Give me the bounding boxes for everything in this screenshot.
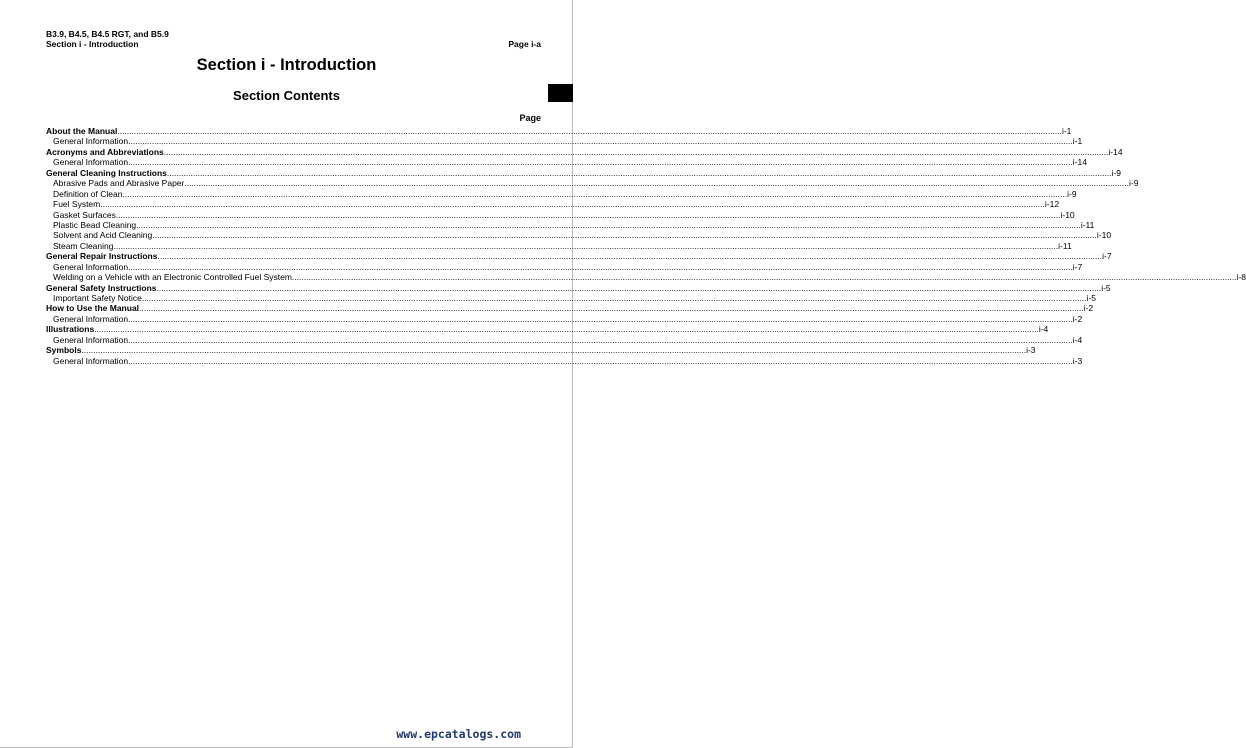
toc-entry-label: Solvent and Acid Cleaning xyxy=(53,230,153,241)
toc-entry-label: General Information xyxy=(53,334,129,345)
toc-subentry[interactable] xyxy=(46,334,1083,345)
toc-entry-page: i-10 xyxy=(1096,230,1112,241)
toc-dot-leader: ................................................................................................................................................................................................................................................................................................................................................................................................................ xyxy=(128,313,1073,324)
toc-entry-page: i-8 xyxy=(1236,272,1246,283)
toc-subentry[interactable] xyxy=(46,219,1095,230)
header-models: B3.9, B4.5, B4.5 RGT, and B5.9 xyxy=(46,29,169,39)
toc-entry-label: Plastic Bead Cleaning xyxy=(53,219,137,230)
toc-entry-label: Acronyms and Abbreviations xyxy=(46,146,164,157)
toc-dot-leader: ................................................................................................................................................................................................................................................................................................................................................................................................................ xyxy=(128,157,1073,168)
toc-entry-label: Illustrations xyxy=(46,324,95,335)
watermark: www.epcatalogs.com xyxy=(396,727,521,741)
page-title: Section i - Introduction xyxy=(196,56,377,74)
toc-entry-label: Welding on a Vehicle with an Electronic Controlled Fuel System xyxy=(53,272,292,283)
toc-entry-label: Symbols xyxy=(46,345,82,356)
header-page-number: Page i-a xyxy=(508,39,541,49)
toc-entry-label: General Information xyxy=(53,157,129,168)
toc-entry-page: i-1 xyxy=(1061,126,1072,136)
toc-dot-leader: ................................................................................................................................................................................................................................................................................................................................................................................................................ xyxy=(117,126,1062,136)
toc-subentry[interactable] xyxy=(46,136,1083,147)
toc-dot-leader: ................................................................................................................................................................................................................................................................................................................................................................................................................ xyxy=(128,136,1073,147)
toc-section-entry[interactable] xyxy=(46,126,1072,136)
toc-dot-leader: ................................................................................................................................................................................................................................................................................................................................................................................................................ xyxy=(156,282,1102,293)
toc-entry-page: i-7 xyxy=(1072,261,1083,272)
toc-entry-label: General Safety Instructions xyxy=(46,282,157,293)
toc-section-entry[interactable] xyxy=(46,251,1112,262)
toc-dot-leader: ................................................................................................................................................................................................................................................................................................................................................................................................................ xyxy=(152,230,1097,241)
toc-subentry[interactable] xyxy=(46,293,1096,303)
toc-subentry[interactable] xyxy=(46,313,1083,324)
toc-entry-page: i-2 xyxy=(1072,313,1083,324)
toc-subentry[interactable] xyxy=(46,188,1077,199)
toc-entry-page: i-4 xyxy=(1072,334,1083,345)
toc-section-entry[interactable] xyxy=(46,324,1049,335)
toc-entry-page: i-9 xyxy=(1067,188,1077,199)
toc-dot-leader: ................................................................................................................................................................................................................................................................................................................................................................................................................ xyxy=(166,167,1112,178)
toc-entry-page: i-9 xyxy=(1111,167,1122,178)
toc-entry-page: i-7 xyxy=(1102,251,1112,262)
toc-entry-page: i-5 xyxy=(1101,282,1111,293)
toc-dot-leader: ................................................................................................................................................................................................................................................................................................................................................................................................................ xyxy=(128,261,1073,272)
toc-dot-leader: ................................................................................................................................................................................................................................................................................................................................................................................................................ xyxy=(81,345,1027,356)
toc-section-entry[interactable] xyxy=(46,146,1123,157)
toc-subentry[interactable] xyxy=(46,261,1083,272)
toc-dot-leader: ................................................................................................................................................................................................................................................................................................................................................................................................................ xyxy=(128,355,1073,366)
toc-dot-leader: ................................................................................................................................................................................................................................................................................................................................................................................................................ xyxy=(136,219,1081,230)
toc-entry-label: Steam Cleaning xyxy=(53,240,114,251)
toc-entry-label: Fuel System xyxy=(53,199,101,210)
toc-entry-label: General Cleaning Instructions xyxy=(46,167,167,178)
toc-dot-leader: ................................................................................................................................................................................................................................................................................................................................................................................................................ xyxy=(184,178,1129,189)
toc-dot-leader: ................................................................................................................................................................................................................................................................................................................................................................................................................ xyxy=(122,188,1068,199)
toc-entry-label: General Information xyxy=(53,313,129,324)
toc-entry-label: General Information xyxy=(53,261,129,272)
toc-entry-page: i-9 xyxy=(1129,178,1139,189)
table-of-contents xyxy=(46,126,1246,366)
toc-entry-label: Important Safety Notice xyxy=(53,293,142,303)
toc-subentry[interactable] xyxy=(46,209,1075,220)
toc-dot-leader: ................................................................................................................................................................................................................................................................................................................................................................................................................ xyxy=(163,146,1109,157)
toc-entry-label: Definition of Clean xyxy=(53,188,123,199)
toc-entry-page: i-12 xyxy=(1044,199,1060,210)
page-column-label: Page xyxy=(519,113,541,123)
toc-entry-label: Gasket Surfaces xyxy=(53,209,116,220)
toc-entry-page: i-14 xyxy=(1072,157,1087,168)
toc-dot-leader: ................................................................................................................................................................................................................................................................................................................................................................................................................ xyxy=(94,324,1039,335)
toc-entry-label: General Information xyxy=(53,355,129,366)
toc-subentry[interactable] xyxy=(46,355,1083,366)
toc-entry-page: i-11 xyxy=(1080,219,1095,230)
toc-dot-leader: ................................................................................................................................................................................................................................................................................................................................................................................................................ xyxy=(100,199,1045,210)
toc-dot-leader: ................................................................................................................................................................................................................................................................................................................................................................................................................ xyxy=(115,209,1061,220)
toc-section-entry[interactable] xyxy=(46,303,1094,314)
toc-section-entry[interactable] xyxy=(46,282,1111,293)
toc-entry-page: i-14 xyxy=(1108,146,1123,157)
toc-dot-leader: ................................................................................................................................................................................................................................................................................................................................................................................................................ xyxy=(113,240,1059,251)
toc-section-entry[interactable] xyxy=(46,345,1036,356)
toc-entry-page: i-5 xyxy=(1086,293,1096,303)
toc-entry-page: i-4 xyxy=(1038,324,1049,335)
toc-entry-page: i-2 xyxy=(1083,303,1094,314)
toc-subentry[interactable] xyxy=(46,230,1112,241)
toc-entry-label: General Repair Instructions xyxy=(46,251,158,262)
running-header xyxy=(46,29,169,49)
toc-entry-label: About the Manual xyxy=(46,126,118,136)
toc-entry-page: i-1 xyxy=(1072,136,1083,147)
header-section: Section i - Introduction xyxy=(46,39,139,49)
section-contents-heading: Section Contents xyxy=(233,88,340,103)
toc-dot-leader: ................................................................................................................................................................................................................................................................................................................................................................................................................ xyxy=(141,293,1087,303)
toc-subentry[interactable] xyxy=(46,240,1072,251)
toc-entry-label: Abrasive Pads and Abrasive Paper xyxy=(53,178,185,189)
toc-entry-label: How to Use the Manual xyxy=(46,303,140,314)
toc-subentry[interactable] xyxy=(46,272,1246,283)
page-border xyxy=(0,0,573,748)
toc-dot-leader: ................................................................................................................................................................................................................................................................................................................................................................................................................ xyxy=(157,251,1103,262)
toc-section-entry[interactable] xyxy=(46,167,1122,178)
toc-dot-leader: ................................................................................................................................................................................................................................................................................................................................................................................................................ xyxy=(128,334,1073,345)
toc-entry-page: i-11 xyxy=(1058,240,1072,251)
toc-subentry[interactable] xyxy=(46,178,1139,189)
toc-entry-page: i-3 xyxy=(1026,345,1036,356)
toc-entry-page: i-3 xyxy=(1072,355,1083,366)
toc-dot-leader: ................................................................................................................................................................................................................................................................................................................................................................................................................ xyxy=(139,303,1084,314)
toc-entry-label: General Information xyxy=(53,136,129,147)
toc-entry-page: i-10 xyxy=(1060,209,1075,220)
toc-subentry[interactable] xyxy=(46,199,1060,210)
toc-subentry[interactable] xyxy=(46,157,1087,168)
toc-dot-leader: ................................................................................................................................................................................................................................................................................................................................................................................................................ xyxy=(291,272,1237,283)
